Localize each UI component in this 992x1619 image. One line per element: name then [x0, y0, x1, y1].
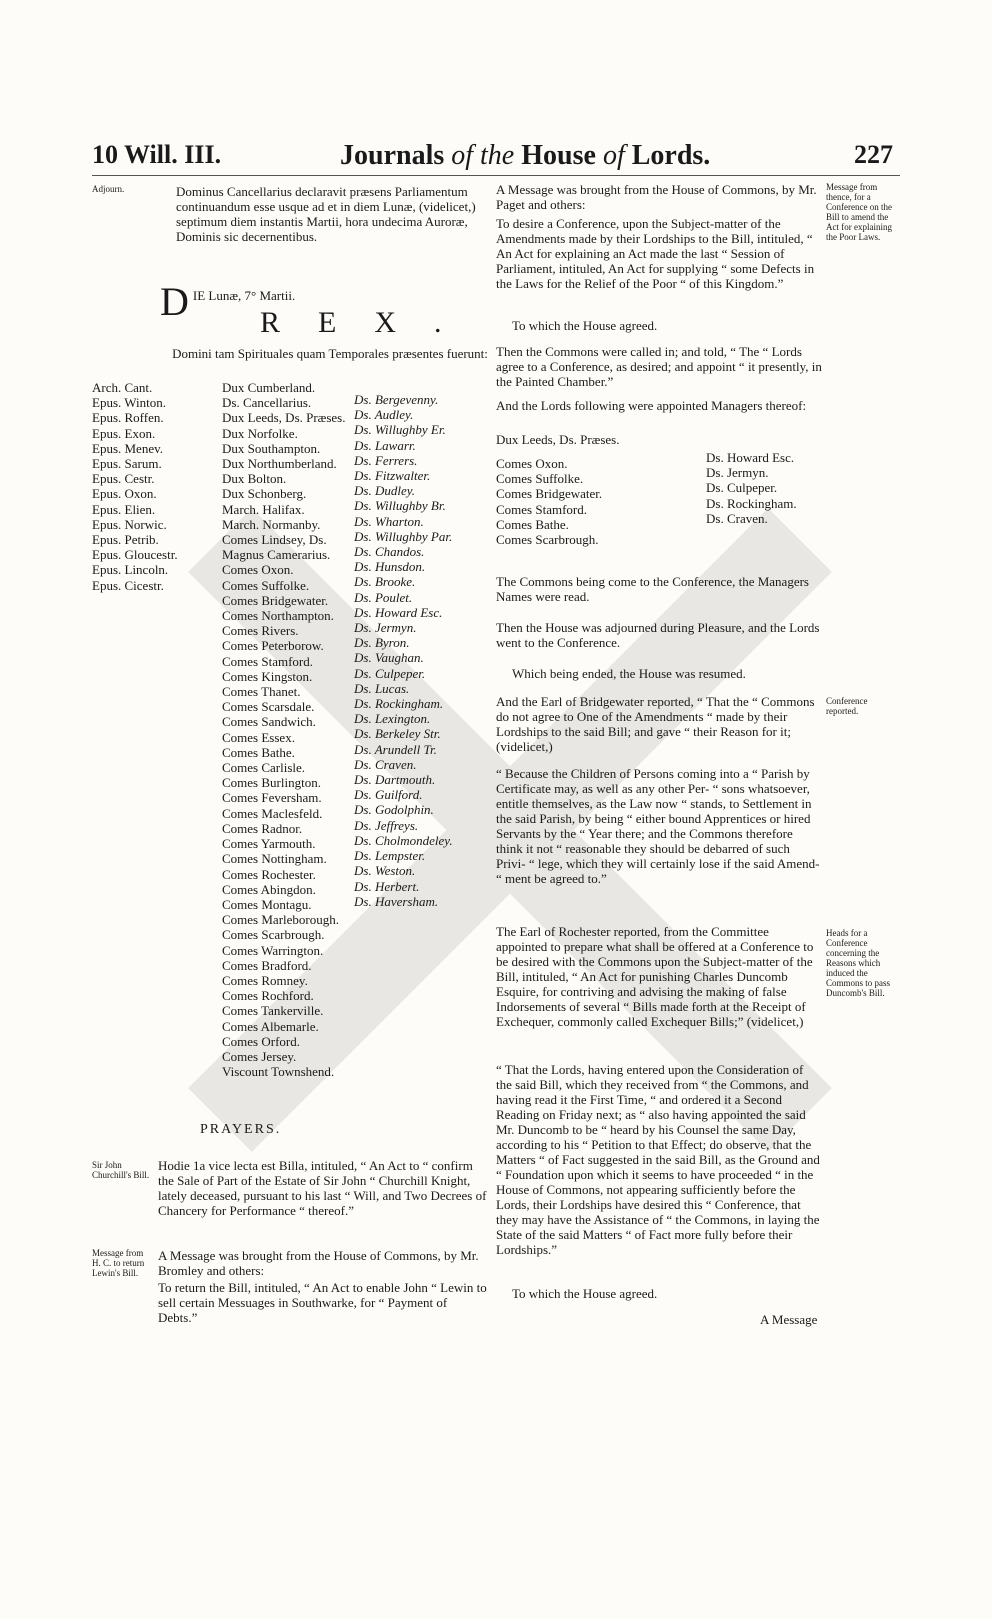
list-item: Ds. Jeffreys.	[354, 817, 419, 833]
list-item: Ds. Ferrers.	[354, 452, 418, 468]
list-item: Comes Scarbrough.	[496, 532, 599, 548]
list-item: Epus. Winton.	[92, 395, 166, 411]
managers-head: Dux Leeds, Ds. Præses.	[496, 432, 620, 447]
list-item: Epus. Norwic.	[92, 516, 167, 532]
list-item: Ds. Herbert.	[354, 878, 420, 894]
list-item: Dux Cumberland.	[222, 380, 316, 395]
list-item: Dux Bolton.	[222, 471, 287, 487]
bishops-list	[92, 380, 178, 593]
list-item: Ds. Berkeley Str.	[354, 726, 441, 742]
that-lords-paragraph: “ That the Lords, having entered upon the Consideration of the said Bill, which they received from “ the Commons, and having read it the First Time, “ and ordered it a Second Reading on Friday next; as “ also having appointed the said Mr. Duncomb to be “ heard by his Counsel the same Day, according to his “ Petition to that Effect; do observe, that the Matters “ of Fact suggested in the said Bill, as the Ground and “ Foundation upon which it seems to have proceeded “ in the House of Commons, not appearing sufficiently before the Lords, their Lordships have desired this “ Conference, that they may have the Assistance of “ the Commons, in laying the State of the said Matters “ of Fact more fully before their Lordships.”	[496, 1062, 820, 1257]
list-item: Ds. Craven.	[706, 510, 768, 526]
list-item: Comes Suffolke.	[222, 577, 310, 593]
margin-note: Message from H. C. to return Lewin's Bill.	[92, 1248, 145, 1278]
list-item: Comes Thanet.	[222, 684, 301, 700]
list-item: Ds. Bergevenny.	[354, 392, 439, 407]
list-item: Ds. Willughby Br.	[354, 498, 446, 514]
commons-called: Then the Commons were called in; and told, “ The “ Lords agree to a Conference, as desired; and appoint “ it presently, in the Painted Chamber.”	[496, 344, 822, 389]
list-item: Ds. Haversham.	[354, 893, 439, 909]
managers-right-list	[706, 450, 797, 526]
header-rule	[92, 175, 900, 176]
list-item: Comes Carlisle.	[222, 760, 306, 776]
list-item: Ds. Culpeper.	[706, 480, 778, 496]
list-item: Epus. Lincoln.	[92, 562, 169, 578]
title-word: of	[602, 140, 625, 171]
list-item: Ds. Rockingham.	[706, 495, 797, 511]
list-item: Comes Rochford.	[222, 988, 314, 1004]
list-item: Comes Rivers.	[222, 623, 299, 639]
list-item: Comes Warrington.	[222, 942, 324, 958]
resumed-line: Which being ended, the House was resumed.	[512, 666, 746, 681]
agreed-line: To which the House agreed.	[512, 1286, 658, 1301]
barons-list	[354, 392, 453, 909]
list-item: Comes Essex.	[222, 729, 295, 745]
catchword: A Message	[760, 1312, 818, 1327]
adjourned-line: Then the House was adjourned during Pleasure, and the Lords went to the Conference.	[496, 620, 820, 650]
list-item: Ds. Culpeper.	[354, 665, 426, 681]
list-item: Dux Southampton.	[222, 440, 321, 456]
list-item: Comes Romney.	[222, 972, 308, 988]
list-item: Epus. Roffen.	[92, 410, 164, 426]
list-item: Dux Schonberg.	[222, 486, 307, 502]
list-item: Epus. Cicestr.	[92, 577, 164, 593]
conference-request: To desire a Conference, upon the Subject-matter of the Amendments made by their Lordships to the Bill, intituled, “ An Act for explaining an Act made the last “ Session of Parliament, intituled, An Act for supplying “ some Defects in the Laws for the Relief of the Poor “ of this Kingdom.”	[496, 216, 815, 291]
managers-intro: And the Lords following were appointed Managers thereof:	[496, 398, 807, 413]
margin-note: Conference reported.	[826, 696, 868, 716]
list-item: March. Halifax.	[222, 501, 305, 517]
list-item: Epus. Cestr.	[92, 471, 155, 487]
list-item: Comes Scarbrough.	[222, 927, 325, 943]
list-item: Comes Lindsey, Ds. Magnus Camerarius.	[222, 532, 331, 563]
title-word: House	[521, 140, 596, 171]
list-item: Dux Northumberland.	[222, 456, 337, 472]
list-item: Ds. Cancellarius.	[222, 395, 312, 411]
list-item: Comes Yarmouth.	[222, 836, 316, 852]
list-item: Epus. Menev.	[92, 440, 164, 456]
margin-note: Adjourn.	[92, 184, 125, 194]
list-item: March. Normanby.	[222, 516, 321, 532]
list-item: Comes Stamford.	[222, 653, 313, 669]
list-item: Comes Peterborow.	[222, 638, 324, 654]
dukes-earls-list	[222, 380, 354, 1079]
bridgewater-report: And the Earl of Bridgewater reported, “ That the “ Commons do not agree to One of the Amendments “ made by their Lordships to the said Bill; and gave “ their Reason for it; (videlicet,)	[496, 694, 815, 754]
list-item: Dux Norfolke.	[222, 425, 298, 441]
date-text: IE Lunæ, 7° Martii.	[192, 288, 296, 303]
list-item: Ds. Lucas.	[354, 680, 410, 696]
list-item: Ds. Jermyn.	[354, 620, 417, 636]
list-item: Ds. Wharton.	[354, 513, 424, 529]
rochester-report: The Earl of Rochester reported, from the Committee appointed to prepare what shall be offered at a Conference to be desired with the Commons upon the Subject-matter of the Bill, intituled, “ An Act for punishing Charles Duncomb Esquire, for contriving and advising the making of false Indorsements of several “ Bills made forth at the Receipt of Exchequer, commonly called Exchequer Bills;” (videlicet,)	[496, 924, 814, 1029]
title-word: of	[451, 140, 474, 171]
list-item: Epus. Oxon.	[92, 486, 157, 502]
list-item: Comes Sandwich.	[222, 714, 316, 730]
list-item: Ds. Weston.	[354, 863, 416, 879]
list-item: Ds. Howard Esc.	[354, 604, 443, 620]
list-item: Comes Rochester.	[222, 866, 316, 882]
list-item: Ds. Willughby Er.	[354, 422, 446, 438]
list-item: Comes Maclesfeld.	[222, 805, 323, 821]
margin-note: Heads for a Conference concerning the Reasons which induced the Commons to pass Duncomb's Bill.	[826, 928, 891, 998]
paget-message: A Message was brought from the House of Commons, by Mr. Paget and others:	[496, 182, 817, 212]
list-item: Comes Montagu.	[222, 896, 312, 912]
drop-cap: D	[160, 279, 189, 324]
list-item: Ds. Arundell Tr.	[354, 741, 437, 757]
list-item: Comes Suffolke.	[496, 471, 584, 487]
list-item: Ds. Fitzwalter.	[354, 468, 431, 484]
list-item: Comes Bridgewater.	[222, 592, 329, 608]
list-item: Ds. Jermyn.	[706, 465, 769, 481]
list-item: Viscount Townshend.	[222, 1064, 335, 1080]
title-word: the	[480, 140, 515, 171]
list-item: Epus. Sarum.	[92, 456, 162, 472]
list-item: Dux Leeds, Ds. Præses.	[222, 410, 346, 426]
list-item: Ds. Byron.	[354, 635, 410, 651]
list-item: Comes Feversham.	[222, 790, 322, 806]
list-item: Ds. Godolphin.	[354, 802, 434, 818]
list-item: Epus. Petrib.	[92, 532, 159, 548]
list-item: Comes Bathe.	[496, 516, 569, 532]
list-item: Ds. Dartmouth.	[354, 772, 436, 788]
list-item: Ds. Chandos.	[354, 544, 425, 560]
rex-heading: REX.	[260, 306, 480, 339]
agreed-line: To which the House agreed.	[512, 318, 658, 333]
list-item: Comes Stamford.	[496, 501, 587, 517]
list-item: Comes Nottingham.	[222, 851, 327, 867]
because-paragraph: “ Because the Children of Persons coming into a “ Parish by Certificate may, as well as any other Per- “ sons whatsoever, entitle themselves, as the Law now “ stands, to Settlement in the said Parish, by being “ either bound Apprentices or hired Servants by the “ Year there; and the Commons therefore think it not “ reasonable they should be debarred of such Privi- “ lege, which they will certainly lose if the said Amend- “ ment be agreed to.”	[496, 766, 820, 886]
lewin-message: A Message was brought from the House of Commons, by Mr. Bromley and others:	[158, 1248, 479, 1278]
list-item: Comes Albemarle.	[222, 1018, 319, 1034]
list-item: Epus. Gloucestr.	[92, 547, 178, 563]
list-item: Ds. Lempster.	[354, 848, 426, 864]
list-item: Ds. Poulet.	[354, 589, 413, 605]
page-title	[340, 140, 710, 172]
page-number: 227	[854, 140, 893, 169]
managers-left-list	[496, 456, 602, 547]
present-heading: Domini tam Spirituales quam Temporales præsentes fuerunt:	[172, 346, 488, 361]
list-item: Comes Radnor.	[222, 820, 303, 836]
list-item: Comes Bridgewater.	[496, 486, 603, 502]
list-item: Comes Tankerville.	[222, 1003, 324, 1019]
list-item: Comes Kingston.	[222, 668, 313, 684]
list-item: Ds. Brooke.	[354, 574, 416, 590]
list-item: Comes Scarsdale.	[222, 699, 315, 715]
list-item: Ds. Guilford.	[354, 787, 423, 803]
commons-come: The Commons being come to the Conference, the Managers Names were read.	[496, 574, 809, 604]
list-item: Comes Jersey.	[222, 1048, 297, 1064]
margin-note: Sir John Churchill's Bill.	[92, 1160, 150, 1180]
list-item: Comes Oxon.	[496, 456, 568, 471]
list-item: Comes Burlington.	[222, 775, 321, 791]
list-item: Epus. Elien.	[92, 501, 156, 517]
list-item: Ds. Vaughan.	[354, 650, 424, 666]
list-item: Comes Northampton.	[222, 608, 334, 624]
prayers-heading: PRAYERS.	[200, 1122, 282, 1137]
list-item: Ds. Audley.	[354, 407, 414, 423]
list-item: Comes Bradford.	[222, 957, 312, 973]
list-item: Ds. Willughby Par.	[354, 528, 453, 544]
churchill-paragraph: Hodie 1a vice lecta est Billa, intituled, “ An Act to “ confirm the Sale of Part of the Estate of Sir John “ Churchill Knight, lately deceased, pursuant to his last “ Will, and Two Decrees of Chancery for Performance “ thereof.”	[158, 1158, 487, 1218]
list-item: Comes Marleborough.	[222, 912, 339, 928]
list-item: Ds. Cholmondeley.	[354, 832, 453, 848]
margin-note: Message from thence, for a Conference on the Bill to amend the Act for explaining the Poor Laws.	[826, 182, 892, 242]
list-item: Comes Bathe.	[222, 744, 295, 760]
list-item: Ds. Rockingham.	[354, 696, 444, 712]
title-word: Journals	[340, 140, 445, 171]
list-item: Ds. Lexington.	[354, 711, 431, 727]
list-item: Comes Abingdon.	[222, 881, 316, 897]
list-item: Ds. Hunsdon.	[354, 559, 426, 575]
adjourn-paragraph: Dominus Cancellarius declaravit præsens Parliamentum continuandum esse usque ad et in diem Lunæ, (videlicet,) septimum diem instantis Martii, hora undecima Auroræ, Dominis sic decernentibus.	[176, 184, 476, 244]
list-item: Arch. Cant.	[92, 380, 153, 395]
list-item: Ds. Lawarr.	[354, 437, 416, 453]
list-item: Ds. Howard Esc.	[706, 450, 795, 465]
lewin-return: To return the Bill, intituled, “ An Act to enable John “ Lewin to sell certain Messuages in Southwarke, for “ Payment of Debts.”	[158, 1280, 487, 1325]
list-item: Ds. Craven.	[354, 756, 417, 772]
list-item: Ds. Dudley.	[354, 483, 416, 499]
list-item: Comes Oxon.	[222, 562, 294, 578]
title-word: Lords.	[631, 140, 711, 171]
list-item: Comes Orford.	[222, 1033, 300, 1049]
list-item: Epus. Exon.	[92, 425, 156, 441]
reign-header: 10 Will. III.	[92, 140, 222, 169]
